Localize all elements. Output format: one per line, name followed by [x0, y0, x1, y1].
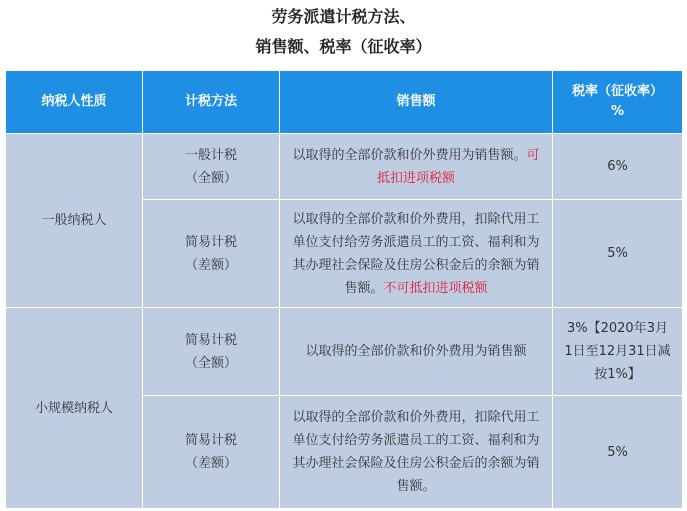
- table-row: [6, 134, 683, 200]
- sales-text: 以取得的全部价款和价外费用，扣除代用工单位支付给劳务派遣员工的工资、福利和为其办理社会保险及住房公积金后的余额为销售额。: [292, 410, 540, 494]
- method-cell: [143, 396, 280, 509]
- rate-cell: 5%: [553, 396, 683, 509]
- header-taxpayer: 纳税人性质: [6, 71, 143, 134]
- method-name: 简易计税: [184, 332, 237, 348]
- table-row: [6, 308, 683, 396]
- title-line-2: 销售额、税率（征收率）: [255, 37, 432, 56]
- method-basis: （全额）: [184, 170, 237, 186]
- rate-cell: 3%【2020年3月1日至12月31日减按1%】: [553, 308, 683, 396]
- sales-note: 可抵扣进项税额: [376, 147, 540, 186]
- method-cell: [143, 308, 280, 396]
- method-basis: （差额）: [184, 456, 237, 471]
- sales-note: 不可抵扣进项税额: [383, 280, 488, 296]
- sales-cell: [280, 308, 553, 396]
- title-line-1: 劳务派遣计税方法、: [271, 7, 416, 26]
- rate-cell: 6%: [553, 134, 683, 200]
- sales-text: 以取得的全部价款和价外费用，扣除代用工单位支付给劳务派遣员工的工资、福利和为其办理社会保险及住房公积金后的余额为销售额。: [292, 211, 540, 296]
- method-name: 简易计税: [184, 433, 237, 448]
- sales-cell: [280, 200, 553, 308]
- sales-cell: [280, 396, 553, 509]
- header-rate: [553, 71, 683, 134]
- header-row: [6, 71, 683, 134]
- method-cell: [143, 200, 280, 308]
- method-cell: [143, 134, 280, 200]
- tax-table: [5, 70, 683, 509]
- sales-text: 以取得的全部价款和价外费用为销售额。: [292, 147, 527, 163]
- sales-text: 以取得的全部价款和价外费用为销售额: [305, 344, 527, 359]
- method-basis: （差额）: [184, 257, 237, 273]
- method-name: 一般计税: [184, 147, 237, 163]
- sales-cell: [280, 134, 553, 200]
- taxpayer-general: 一般纳税人: [6, 134, 143, 308]
- method-name: 简易计税: [184, 234, 237, 250]
- method-basis: （全额）: [184, 355, 237, 371]
- header-sales: 销售额: [280, 71, 553, 134]
- rate-cell: 5%: [553, 200, 683, 308]
- header-rate-line-2: %: [610, 104, 625, 119]
- header-method: 计税方法: [143, 71, 280, 134]
- header-rate-line-1: 税率（征收率）: [571, 84, 663, 99]
- taxpayer-small-scale: 小规模纳税人: [6, 308, 143, 509]
